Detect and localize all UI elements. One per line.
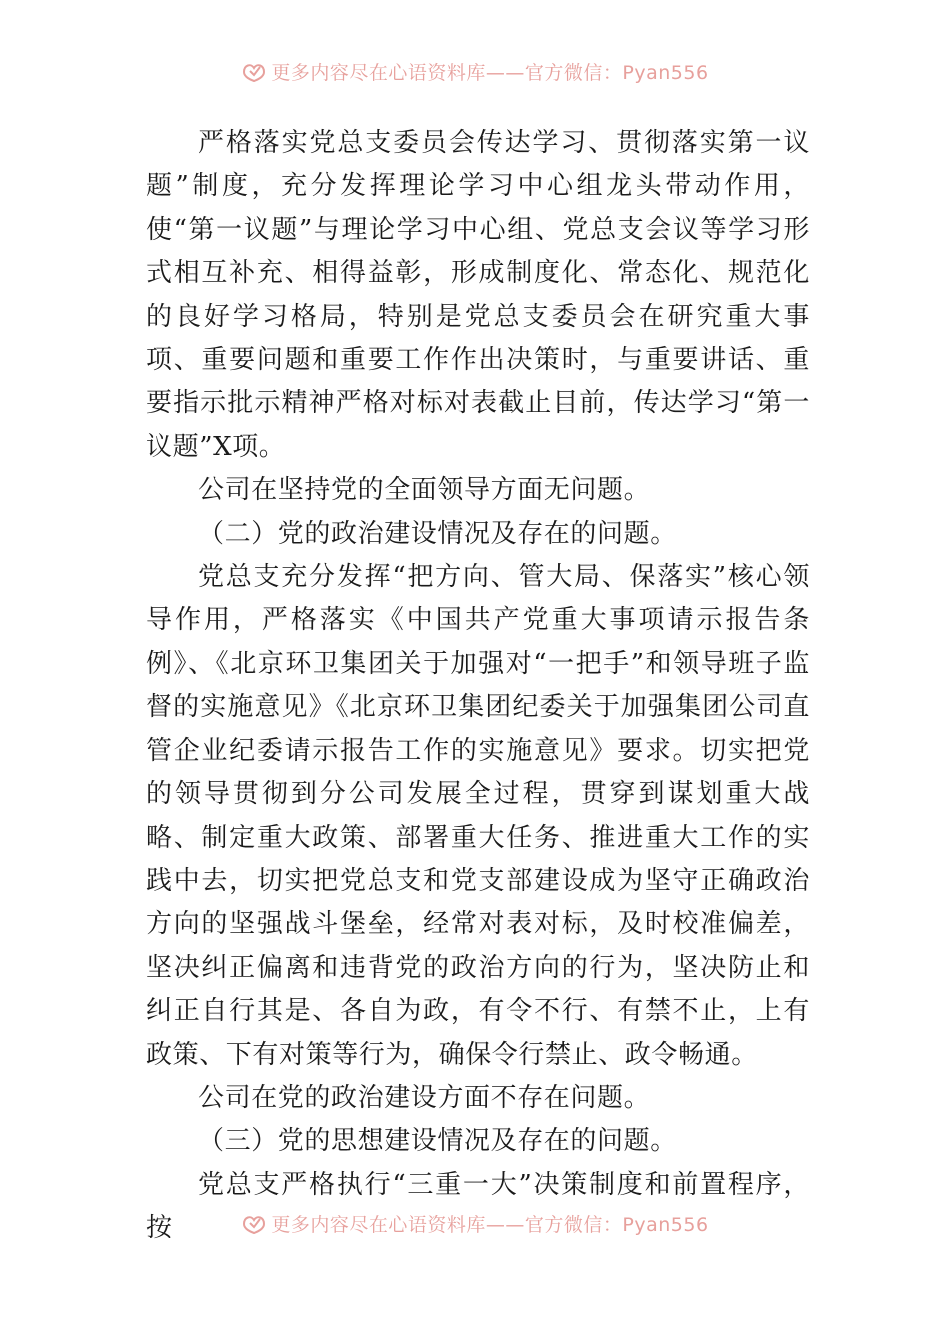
paragraph-political-building: 党总支充分发挥“把方向、管大局、保落实”核心领导作用，严格落实《中国共产党重大事项请示报告条例》、《北京环卫集团关于加强对“一把手”和领导班子监督的实施意见》《北京环卫集团纪委关于加强集团公司直管企业纪委请示报告工作的实施意见》要求。切实把党的领导贯彻到分公司发展全过程，贯穿到谋划重大战略、制定重大政策、部署重大任务、推进重大工作的实践中去，切实把党总支和党支部建设成为坚守正确政治方向的坚强战斗堡垒，经常对表对标，及时校准偏差，坚决纠正偏离和违背党的政治方向的行为，坚决防止和纠正自行其是、各自为政，有令不行、有禁不止，上有政策、下有对策等行为，确保令行禁止、政令畅通。 <box>146 562 810 1070</box>
footer-watermark <box>0 1208 950 1238</box>
paragraph-political-conclusion: 公司在党的政治建设方面不存在问题。 <box>198 1082 651 1113</box>
brand-logo-icon <box>241 1212 267 1234</box>
watermark-text: 更多内容尽在心语资料库——官方微信：Pyan556 <box>271 61 709 84</box>
document-body <box>146 122 810 1251</box>
brand-logo-icon <box>241 60 267 82</box>
watermark-text: 更多内容尽在心语资料库——官方微信：Pyan556 <box>271 1213 709 1236</box>
paragraph-study-first-topic: 严格落实党总支委员会传达学习、贯彻落实第一议题”制度，充分发挥理论学习中心组龙头带动作用，使“第一议题”与理论学习中心组、党总支会议等学习形式相互补充、相得益彰，形成制度化、常态化、规范化的良好学习格局，特别是党总支委员会在研究重大事项、重要问题和重要工作作出决策时，与重要讲话、重要指示批示精神严格对标对表截止目前，传达学习“第一议题”X项。 <box>146 128 810 462</box>
header-watermark <box>0 56 950 86</box>
paragraph-leadership-conclusion: 公司在坚持党的全面领导方面无问题。 <box>198 475 651 506</box>
section-heading-political: （二）党的政治建设情况及存在的问题。 <box>198 518 677 549</box>
paragraph-ideological-building: 党总支严格执行“三重一大”决策制度和前置程序，按 <box>146 1169 810 1244</box>
section-heading-ideological: （三）党的思想建设情况及存在的问题。 <box>198 1126 677 1157</box>
